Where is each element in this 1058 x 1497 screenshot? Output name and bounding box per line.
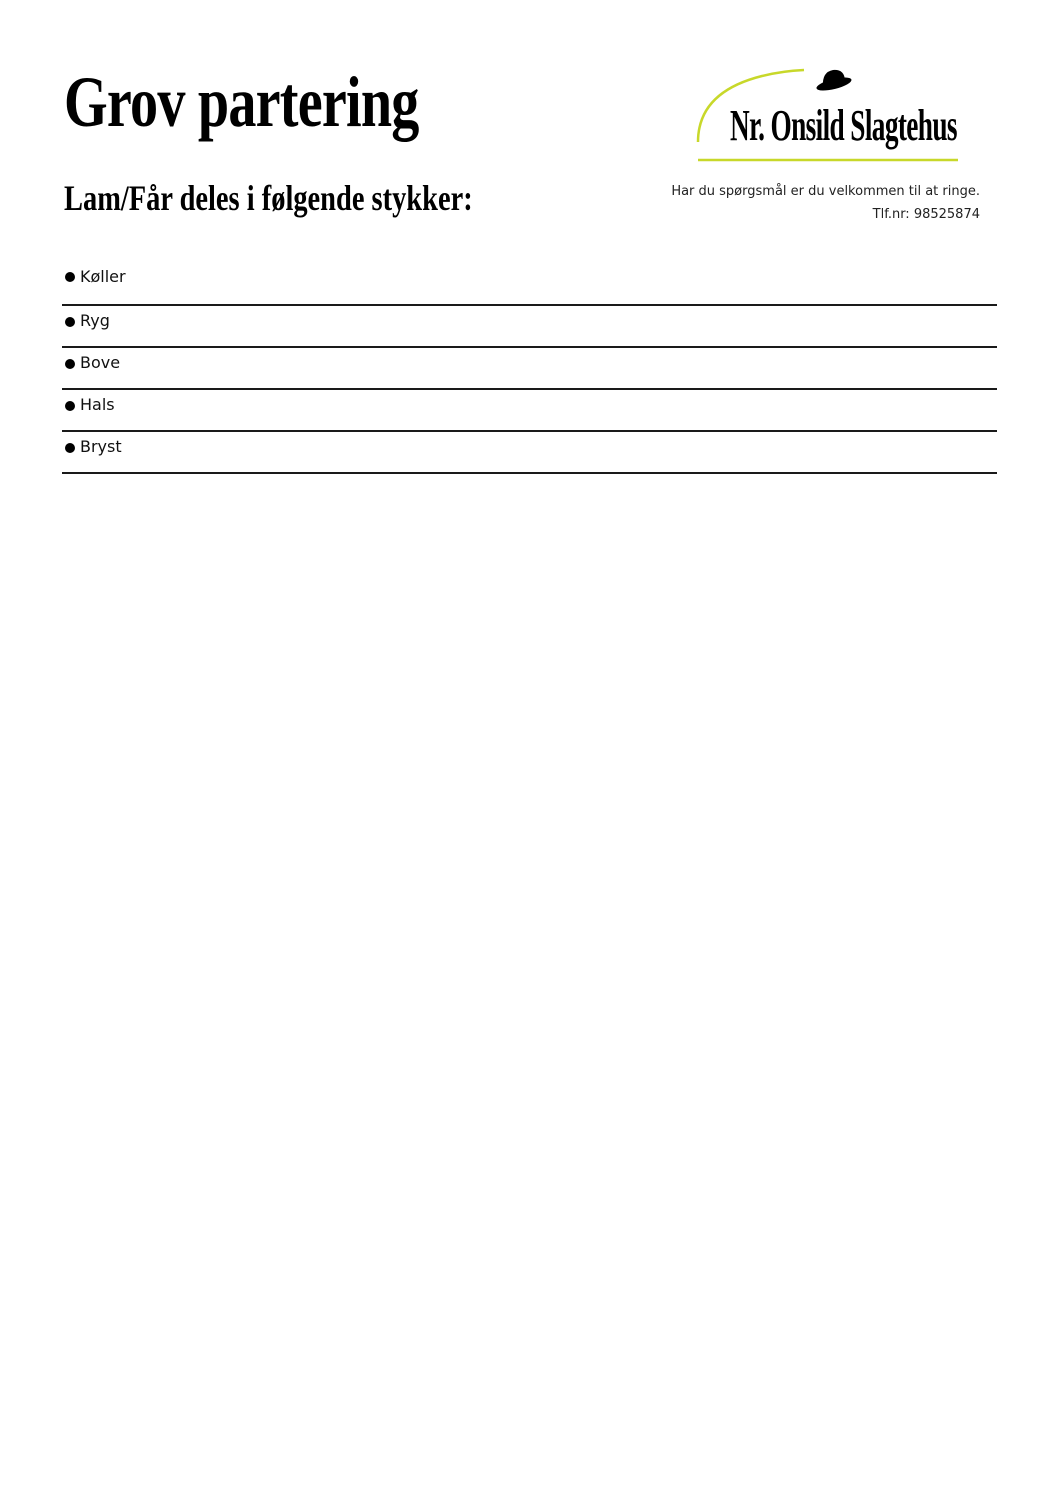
page-title: Grov partering bbox=[64, 62, 419, 142]
bullet-icon bbox=[65, 317, 75, 327]
list-item bbox=[62, 390, 997, 432]
contact-message: Har du spørgsmål er du velkommen til at ringe. bbox=[671, 184, 980, 199]
page-subtitle: Lam/Får deles i følgende stykker: bbox=[64, 178, 473, 218]
list-item bbox=[62, 348, 997, 390]
company-logo bbox=[692, 62, 992, 166]
bowler-hat-icon bbox=[815, 70, 852, 93]
list-item bbox=[62, 262, 997, 306]
parts-list bbox=[62, 262, 997, 474]
list-item bbox=[62, 432, 997, 474]
bullet-icon bbox=[65, 443, 75, 453]
part-label: Køller bbox=[80, 267, 126, 286]
bullet-icon bbox=[65, 272, 75, 282]
part-label: Hals bbox=[80, 395, 115, 414]
list-item bbox=[62, 306, 997, 348]
contact-info bbox=[671, 180, 980, 226]
part-label: Bove bbox=[80, 353, 121, 372]
contact-phone: Tlf.nr: 98525874 bbox=[872, 207, 980, 222]
bullet-icon bbox=[65, 359, 75, 369]
logo-text: Nr. Onsild Slagtehus bbox=[730, 101, 957, 150]
part-label: Ryg bbox=[80, 311, 110, 330]
part-label: Bryst bbox=[80, 437, 122, 456]
bullet-icon bbox=[65, 401, 75, 411]
